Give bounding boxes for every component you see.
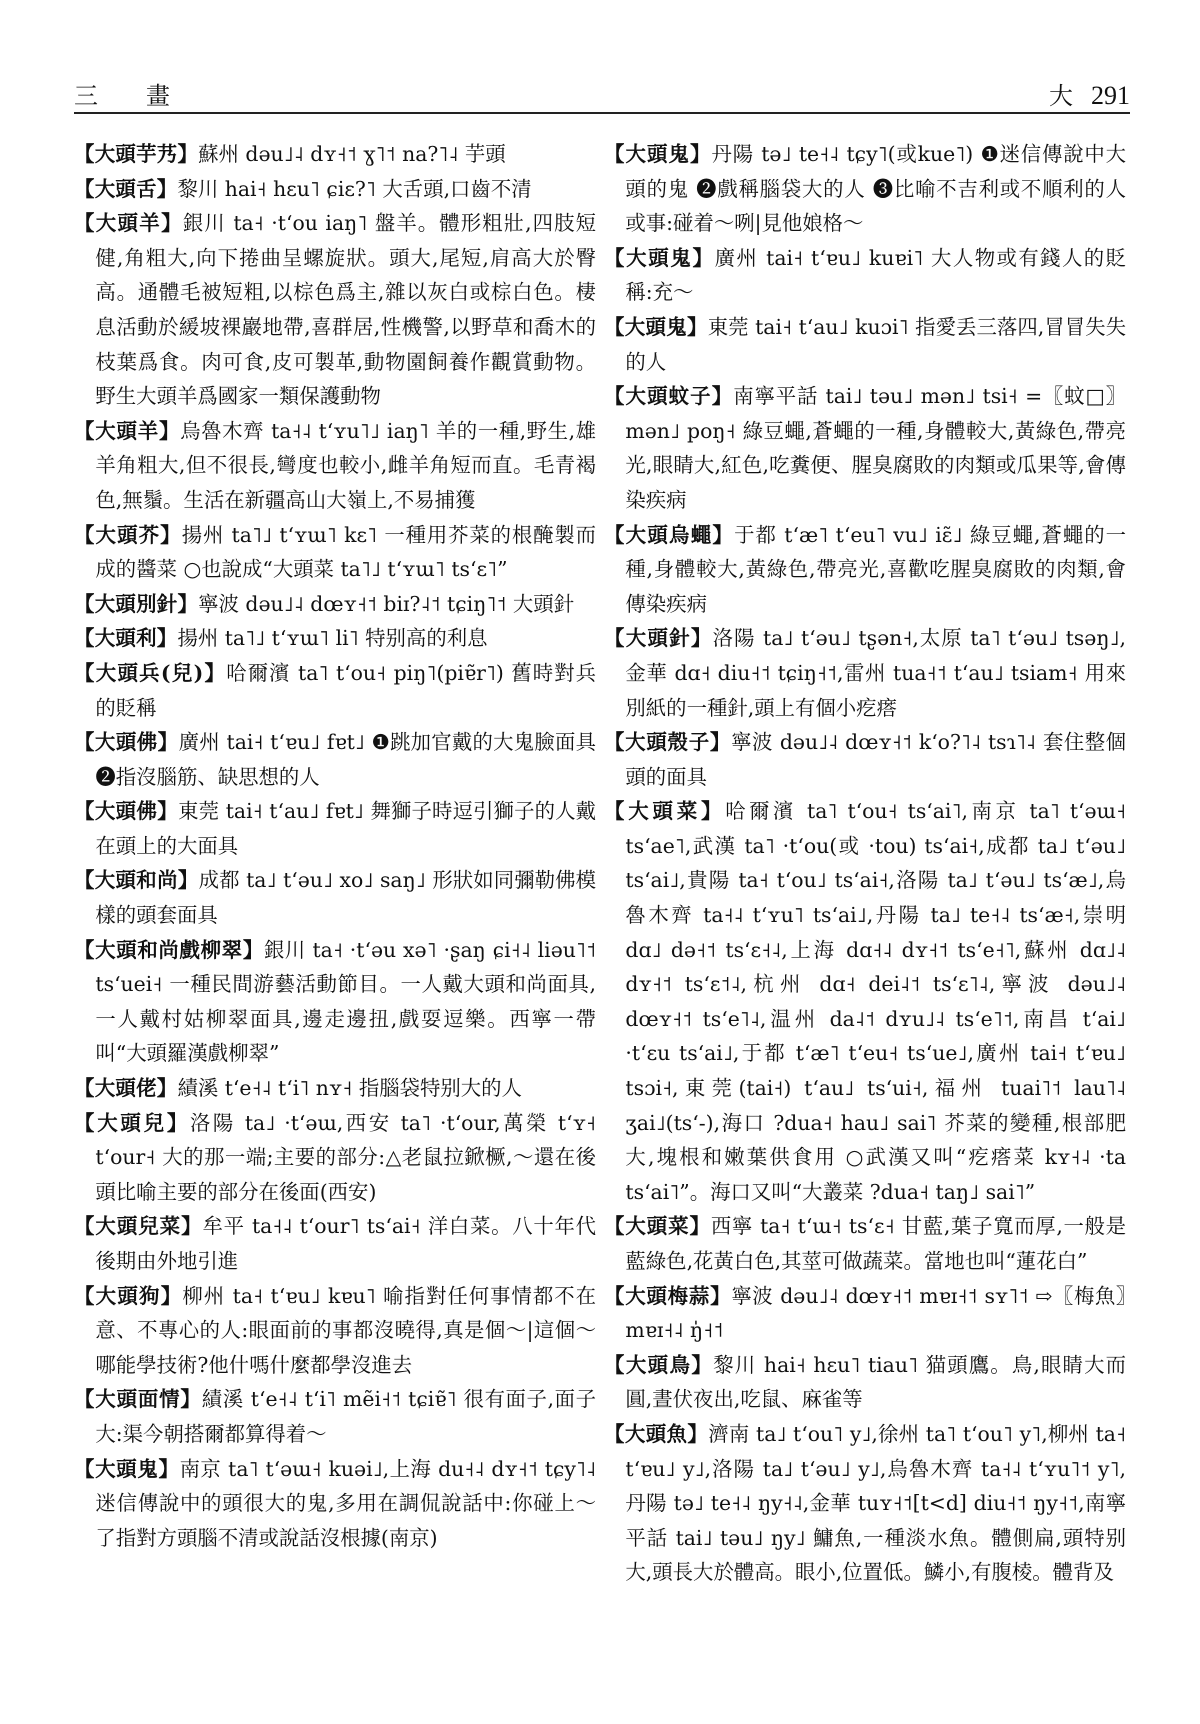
- entry-headword: 【大頭兵(兒)】: [74, 660, 227, 685]
- page-head-right: [1049, 76, 1130, 111]
- right-column: [604, 137, 1126, 1707]
- entry-headword: 【大頭面情】: [74, 1387, 202, 1412]
- entry-headword: 【大頭鬼】: [604, 142, 712, 166]
- dictionary-entry: [74, 1071, 596, 1106]
- dictionary-entry: [74, 1382, 596, 1451]
- entry-headword: 【大頭利】: [74, 626, 178, 651]
- entry-definition: 績溪 tʻe˧˨ tʻi˥ nʏ˧ 指腦袋特别大的人: [177, 1076, 522, 1101]
- dictionary-entry: [604, 621, 1126, 725]
- entry-definition: 洛陽 ta˩ ·tʻəɯ,西安 ta˥ ·tʻour,萬榮 tʻʏ˧ tʻour˧ 大的那一端;主要的部分:△老鼠拉鍁橛,～還在後頭比喻主要的部分在後面(西安): [95, 1110, 596, 1204]
- entry-definition: 黎川 hai˧ hɛu˥ tiau˥ 猫頭鷹。鳥,眼睛大而圓,晝伏夜出,吃鼠、麻雀等: [625, 1352, 1126, 1412]
- entry-headword: 【大頭佬】: [74, 1076, 178, 1101]
- dictionary-entry: [604, 241, 1126, 310]
- entry-headword: 【大頭鬼】: [74, 1456, 180, 1481]
- left-column: [74, 137, 596, 1707]
- entry-headword: 【大頭羊】: [74, 418, 181, 443]
- dictionary-entry: [604, 1209, 1126, 1278]
- dictionary-entry: [604, 518, 1126, 622]
- dictionary-entry: [604, 725, 1126, 794]
- entry-definition: 寧波 dəu˩˨ dœʏ˧˦ mɐɪ˧˦ sʏ˥˦ ⇨〖梅魚〗mɐɪ˧˨ ŋ̍˧˦: [625, 1283, 1126, 1343]
- entry-headword: 【大頭芥】: [74, 522, 182, 547]
- entry-headword: 【大頭菜】: [604, 799, 726, 824]
- entry-definition: 廣州 tai˧ tʻɐu˩ fɐt˩ ❶跳加官戴的大鬼臉面具 ❷指沒腦筋、缺思想的人: [95, 730, 596, 789]
- dictionary-entry: [74, 1209, 596, 1278]
- dictionary-entry: [74, 725, 596, 794]
- entry-headword: 【大頭兒菜】: [74, 1214, 203, 1239]
- entry-definition: 東莞 tai˧ tʻau˩ kuɔi˥ 指愛丢三落四,冒冒失失的人: [625, 314, 1126, 374]
- entry-definition: 烏魯木齊 ta˧˨ tʻʏu˥˩ iaŋ˥ 羊的一種,野生,雄羊角粗大,但不很長,彎度也較小,雌羊角短而直。毛青褐色,無鬚。生活在新疆高山大嶺上,不易捕獲: [95, 418, 596, 512]
- entry-headword: 【大頭佛】: [74, 799, 179, 824]
- entry-definition: 黎川 hai˧ hɛu˥ ɕiɛ?˥ 大舌頭,口齒不清: [177, 176, 532, 201]
- entry-definition: 廣州 tai˧ tʻɐu˩ kuɐi˥ 大人物或有錢人的貶稱:充～: [625, 245, 1126, 305]
- dictionary-entry: [604, 379, 1126, 517]
- dictionary-entry: [604, 1348, 1126, 1417]
- dictionary-entry: [604, 1417, 1126, 1590]
- entry-definition: 丹陽 tə˩ te˧˨ tɕy˥(或kue˥) ❶迷信傳說中大頭的鬼 ❷戲稱腦袋大的人 ❸比喻不吉利或不順利的人或事:碰着～咧|見他娘格～: [625, 142, 1126, 236]
- entry-definition: 揚州 ta˥˩ tʻʏɯ˥ kɛ˥ 一種用芥菜的根醃製而成的醬菜 ○也說成“大頭菜 ta˥˩ tʻʏɯ˥ tsʻɛ˥”: [95, 522, 596, 582]
- entry-definition: 成都 ta˩ tʻəu˩ xo˩ saŋ˩ 形狀如同彌勒佛模樣的頭套面具: [95, 868, 596, 928]
- entry-headword: 【大頭殼子】: [604, 730, 732, 755]
- entry-headword: 【大頭狗】: [74, 1283, 183, 1308]
- dictionary-entry: [604, 1279, 1126, 1348]
- dictionary-entry: [74, 933, 596, 1071]
- dictionary-entry: [74, 172, 596, 207]
- dictionary-entry: [74, 621, 596, 656]
- entry-headword: 【大頭羊】: [74, 211, 183, 236]
- dictionary-entry: [604, 137, 1126, 241]
- entry-definition: 寧波 dəu˩˨ dœʏ˧˦ kʻo?˥˨ tsɿ˥˨ 套住整個頭的面具: [625, 730, 1126, 789]
- page-number: 291: [1091, 81, 1130, 110]
- entry-headword: 【大頭芋艿】: [74, 142, 199, 166]
- entry-definition: 哈爾濱 ta˥ tʻou˧ piŋ˥(piɐ̃r˥) 舊時對兵的貶稱: [95, 660, 596, 720]
- entry-definition: 哈爾濱 ta˥ tʻou˧ tsʻai˥,南京 ta˥ tʻəɯ˧ tsʻae˥,武漢 ta˥ ·tʻou(或 ·tou) tsʻai˧,成都 ta˩ tʻəu˩ tsʻai˩,貴陽 ta˧ tʻou˩ tsʻai˧,洛陽 ta˩ tʻəu˩ tsʻæ˩,烏魯木齊 ta˧˨ tʻʏu˥ tsʻai˩,丹陽 ta˩ te˧˨ tsʻæ˧,崇明 dɑ˩ də˧˦ tsʻɛ˧˨,上海 dɑ˧˨ dʏ˧˦ tsʻe˧˥,蘇州 dɑ˩˨ dʏ˧˦ tsʻɛ˦˨,杭州 dɑ˧ dei˨˦ tsʻɛ˥˨,寧波 dəu˩˨ dœʏ˧˦ tsʻe˥˨,温州 da˨˦ dʏu˩˨ tsʻe˥˦,南昌 tʻai˩ ·tʻɛu tsʻai˩,于都 tʻæ˥ tʻeu˧ tsʻue˩,廣州 tai˧ tʻɐu˩ tsɔi˧,東莞(tai˧) tʻau˩ tsʻui˧,福州 tuai˥˦ lau˥˨ ʒai˩(tsʻ-),海口 ?dua˧ hau˩ sai˥ 芥菜的變種,根部肥大,塊根和嫩葉供食用 ○武漢又叫“疙瘩菜 kʏ˧˨ ·ta tsʻai˥”。海口又叫“大叢菜 ?dua˧ taŋ˩ sai˥”: [625, 799, 1126, 1204]
- entry-headword: 【大頭針】: [604, 626, 713, 651]
- entry-definition: 績溪 tʻe˧˨ tʻi˥ mẽi˧˦ tɕiɐ̃˥ 很有面子,面子大:渠今朝搭爾都算得着～: [95, 1387, 596, 1446]
- entry-headword: 【大頭兒】: [74, 1110, 191, 1135]
- dictionary-entry: [74, 1106, 596, 1210]
- entry-headword: 【大頭魚】: [604, 1421, 709, 1446]
- dictionary-entry: [74, 137, 596, 172]
- dictionary-entry: [74, 863, 596, 932]
- entry-headword: 【大頭佛】: [74, 730, 179, 755]
- entry-definition: 寧波 dəu˩˨ dœʏ˧˦ biɪ?˨˦ tɕiŋ˥˦ 大頭針: [198, 591, 575, 616]
- entry-definition: 于都 tʻæ˥ tʻeu˥ vu˩ iɛ̃˩ 綠豆蠅,蒼蠅的一種,身體較大,黃綠色,帶亮光,喜歡吃腥臭腐敗的肉類,會傳染疾病: [625, 522, 1126, 616]
- entry-definition: 南京 ta˥ tʻəɯ˧ kuəi˩,上海 du˧˨ dʏ˧˦ tɕy˥˨ 迷信傳說中的頭很大的鬼,多用在調侃說話中:你碰上～了指對方頭腦不清或說話沒根據(南京): [95, 1456, 596, 1550]
- entry-definition: 牟平 ta˧˨ tʻour˥ tsʻai˧ 洋白菜。八十年代後期由外地引進: [95, 1214, 596, 1273]
- dictionary-entry: [74, 656, 596, 725]
- entry-headword: 【大頭別針】: [74, 591, 199, 616]
- entry-definition: 東莞 tai˧ tʻau˩ fɐt˩ 舞獅子時逗引獅子的人戴在頭上的大面具: [95, 799, 596, 858]
- entry-definition: 洛陽 ta˩ tʻəu˩ tʂən˧,太原 ta˥ tʻəu˩ tsəŋ˩,金華 dɑ˧ diu˧˦ tɕiŋ˧˦,雷州 tua˧˦ tʻau˩ tsiam˧ 用來別紙的一種針,頭上有個小疙瘩: [625, 626, 1126, 720]
- section-title: 三 畫: [74, 82, 182, 110]
- dictionary-entry: [74, 794, 596, 863]
- entry-headword: 【大頭鳥】: [604, 1352, 714, 1377]
- entry-headword: 【大頭鬼】: [604, 245, 715, 270]
- page-header: [74, 72, 1130, 114]
- entry-headword: 【大頭和尚】: [74, 868, 199, 893]
- entry-definition: 蘇州 dəu˩˨ dʏ˧˦ ɣ˥˦ na?˥˨ 芋頭: [198, 142, 506, 166]
- dictionary-entry: [74, 518, 596, 587]
- entry-headword: 【大頭烏蠅】: [604, 522, 735, 547]
- entry-headword: 【大頭菜】: [604, 1214, 711, 1239]
- dictionary-entry: [74, 414, 596, 518]
- entry-headword: 【大頭鬼】: [604, 314, 708, 339]
- dictionary-entry: [604, 310, 1126, 379]
- entry-definition: 濟南 ta˩ tʻou˥ y˩,徐州 ta˥ tʻou˥ y˥,柳州 ta˧ tʻɐu˩ y˩,洛陽 ta˩ tʻəu˩ y˩,烏魯木齊 ta˧˨ tʻʏu˥˦ y˥,丹陽 tə˩ te˧˨ ŋy˧˨,金華 tuʏ˧˦[t<d] diu˧˦ ŋy˧˦,南寧平話 tai˩ təu˩ ŋy˩ 鱅魚,一種淡水魚。體側扁,頭特别大,頭長大於體高。眼小,位置低。鱗小,有腹棱。體背及: [625, 1421, 1126, 1585]
- entry-definition: 揚州 ta˥˩ tʻʏɯ˥ li˥ 特别高的利息: [177, 626, 488, 651]
- entry-headword: 【大頭舌】: [74, 176, 178, 201]
- entry-headword: 【大頭和尚戲柳翠】: [74, 937, 264, 962]
- dictionary-entry: [604, 794, 1126, 1209]
- dictionary-entry: [74, 587, 596, 622]
- entry-definition: 柳州 ta˧ tʻɐu˩ kɐu˥ 喻指對任何事情都不在意、不專心的人:眼面前的事都沒曉得,真是個～|這個～哪能學技術?他什嗎什麼都學沒進去: [95, 1283, 596, 1377]
- head-character: 大: [1049, 82, 1073, 110]
- entry-definition: 西寧 ta˧ tʻɯ˧ tsʻɛ˧ 甘藍,葉子寬而厚,一般是藍綠色,花黃白色,其莖可做蔬菜。當地也叫“蓮花白”: [625, 1214, 1126, 1273]
- dictionary-entry: [74, 206, 596, 414]
- entry-headword: 【大頭梅蒜】: [604, 1283, 732, 1308]
- dictionary-entry: [74, 1452, 596, 1556]
- entry-definition: 南寧平話 tai˩ təu˩ mən˩ tsi˧ =〖蚊□〗mən˩ poŋ˧ 綠豆蠅,蒼蠅的一種,身體較大,黃綠色,帶亮光,眼睛大,紅色,吃糞便、腥臭腐敗的肉類或瓜果等,會傳染疾病: [625, 384, 1126, 512]
- entry-definition: 銀川 ta˧ ·tʻou iaŋ˥ 盤羊。體形粗壯,四肢短健,角粗大,向下捲曲呈螺旋狀。頭大,尾短,肩高大於臀高。通體毛被短粗,以棕色爲主,雜以灰白或棕白色。棲息活動於緩坡裸巖地帶,喜群居,性機警,以野草和喬木的枝葉爲食。肉可食,皮可製革,動物園飼養作觀賞動物。野生大頭羊爲國家一類保護動物: [95, 211, 596, 409]
- entry-definition: 銀川 ta˧ ·tʻəu xə˥ ·ʂaŋ ɕi˧˨ liəu˥˦ tsʻuei˧ 一種民間游藝活動節目。一人戴大頭和尚面具,一人戴村姑柳翠面具,邊走邊扭,戲耍逗樂。西寧一帶叫“大頭羅漢戲柳翠”: [95, 937, 596, 1066]
- entry-headword: 【大頭蚊子】: [604, 384, 734, 409]
- dictionary-entry: [74, 1279, 596, 1383]
